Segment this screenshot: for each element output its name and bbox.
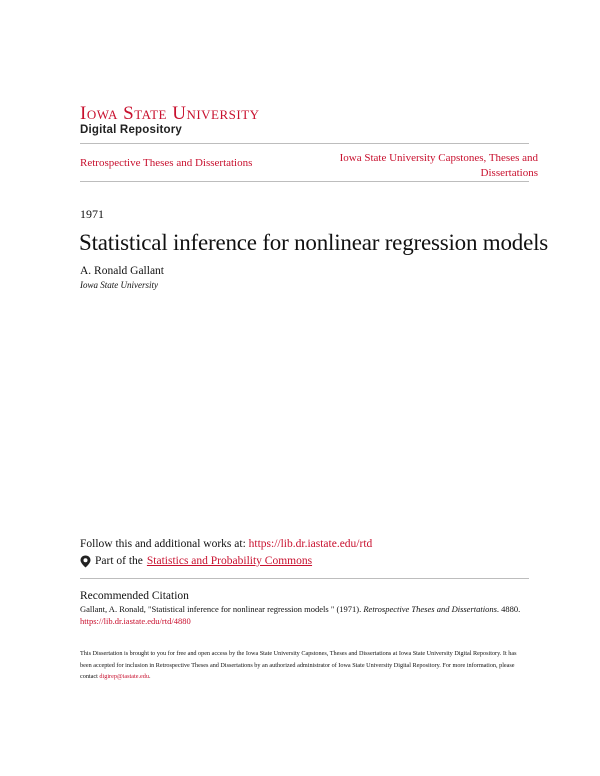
recommended-citation-heading: Recommended Citation — [80, 590, 189, 602]
part-of-line — [80, 554, 312, 568]
contact-email-link[interactable]: digirep@iastate.edu — [99, 673, 149, 680]
citation-text: Gallant, A. Ronald, "Statistical inference for nonlinear regression models " (1971). — [80, 604, 364, 614]
citation-body — [80, 603, 525, 627]
document-title: Statistical inference for nonlinear regression models — [79, 230, 549, 255]
author-name: A. Ronald Gallant — [80, 265, 164, 277]
repository-logo-subtitle: Digital Repository — [80, 124, 183, 136]
notice-text: This Dissertation is brought to you for free and open access by the Iowa State University Capstones, Theses and Dissertations at Iowa State University Digital Repository. It has been accepted for inclusion in Retrospective Theses and Dissertations by an authorized administrator of Iowa State University Digital Repository. For more information, please contact — [80, 650, 517, 680]
header-rule-top — [80, 143, 529, 144]
follow-url-link[interactable]: https://lib.dr.iastate.edu/rtd — [248, 538, 373, 550]
part-of-label: Part of the — [95, 555, 143, 567]
follow-label: Follow this and additional works at: — [80, 538, 249, 550]
commons-network-icon — [80, 555, 91, 568]
university-logo-title: Iowa State University — [80, 103, 260, 124]
citation-series: Retrospective Theses and Dissertations — [363, 604, 497, 614]
citation-rule — [80, 578, 529, 579]
author-affiliation: Iowa State University — [80, 280, 158, 290]
follow-line — [80, 537, 372, 551]
header-rule-bottom — [80, 181, 529, 182]
citation-url-link[interactable]: https://lib.dr.iastate.edu/rtd/4880 — [80, 616, 191, 626]
citation-number: . 4880. — [496, 604, 521, 614]
statistics-commons-link[interactable]: Statistics and Probability Commons — [146, 555, 313, 567]
access-notice — [80, 648, 525, 683]
retrospective-theses-link[interactable]: Retrospective Theses and Dissertations — [80, 157, 253, 169]
capstones-theses-link[interactable]: Iowa State University Capstones, Theses and Dissertations — [339, 152, 538, 179]
publication-year: 1971 — [80, 207, 104, 221]
notice-end: . — [148, 673, 151, 680]
